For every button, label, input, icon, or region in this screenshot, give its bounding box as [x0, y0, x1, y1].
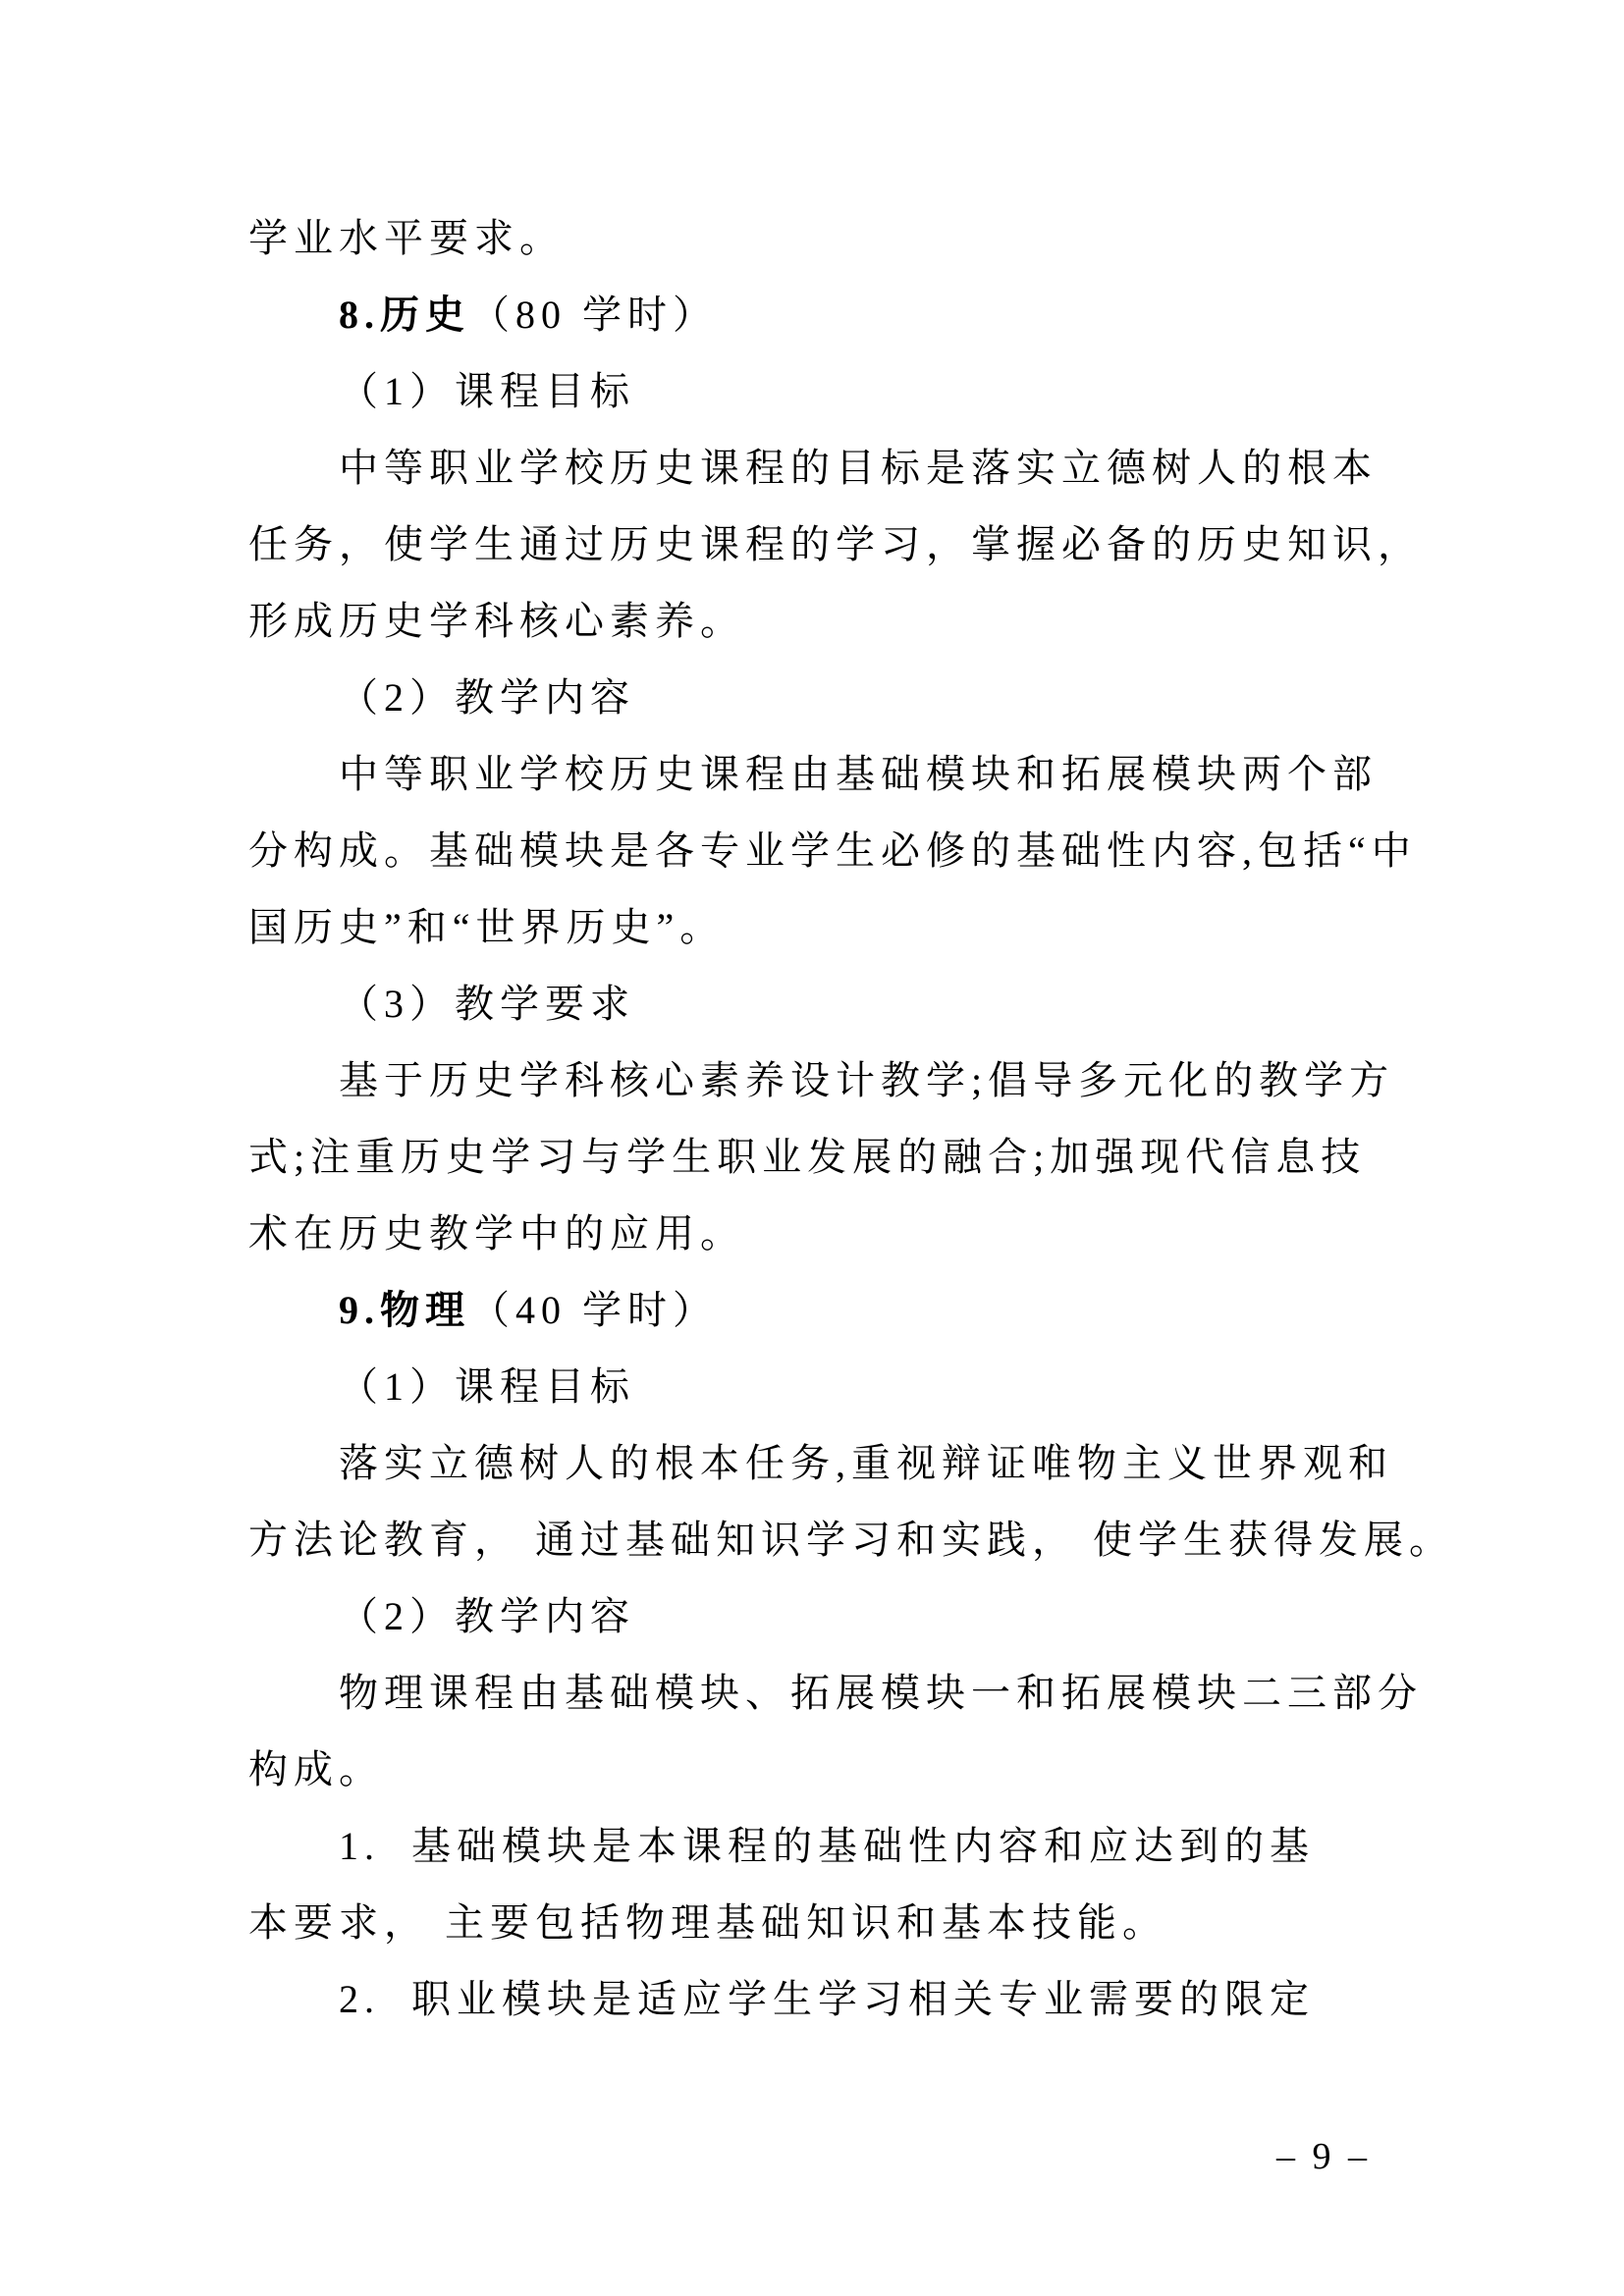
line-text: （40 学时）	[470, 1288, 718, 1332]
line-text: 基于历史学科核心素养设计教学;倡导多元化的教学方	[339, 1058, 1395, 1102]
line-text: 中等职业学校历史课程由基础模块和拓展模块两个部	[339, 752, 1378, 796]
paragraph-line	[248, 430, 1486, 507]
paragraph-line	[248, 1425, 1486, 1502]
line-text: 学业水平要求。	[248, 216, 565, 260]
line-text: （2）教学内容	[339, 1594, 635, 1638]
line-text: 方法论教育， 通过基础知识学习和实践， 使学生获得发展。	[248, 1518, 1454, 1562]
line-text: 形成历史学科核心素养。	[248, 599, 745, 643]
list-item-line	[248, 1961, 1486, 2038]
line-text: （80 学时）	[470, 293, 718, 337]
paragraph-line	[248, 1042, 1486, 1119]
line-text: 1. 基础模块是本课程的基础性内容和应达到的基	[339, 1824, 1315, 1868]
paragraph-line	[248, 1655, 1486, 1732]
line-text: 中等职业学校历史课程的目标是落实立德树人的根本	[339, 446, 1378, 490]
list-item-line	[248, 1808, 1486, 1885]
paragraph-line	[248, 1732, 1486, 1808]
line-text: 落实立德树人的根本任务,重视辩证唯物主义世界观和	[339, 1441, 1393, 1485]
heading-text: 8.历史	[339, 293, 470, 337]
paragraph-line	[248, 736, 1486, 813]
paragraph-line	[248, 200, 1486, 277]
subheading-teaching-requirements	[248, 966, 1486, 1042]
line-text: （2）教学内容	[339, 675, 635, 720]
subheading-course-objectives	[248, 353, 1486, 430]
line-text: 2. 职业模块是适应学生学习相关专业需要的限定	[339, 1977, 1315, 2021]
line-text: （1）课程目标	[339, 369, 635, 413]
line-text: 构成。	[248, 1747, 384, 1791]
line-text: 物理课程由基础模块、拓展模块一和拓展模块二三部分	[339, 1671, 1423, 1715]
line-text: 本要求， 主要包括物理基础知识和基本技能。	[248, 1900, 1167, 1945]
line-text: 式;注重历史学习与学生职业发展的融合;加强现代信息技	[248, 1135, 1367, 1179]
subheading-teaching-content	[248, 660, 1486, 736]
line-text: 分构成。基础模块是各专业学生必修的基础性内容,包括“中	[248, 828, 1417, 873]
line-text: 国历史”和“世界历史”。	[248, 905, 726, 949]
paragraph-line	[248, 1196, 1486, 1272]
subheading-course-objectives	[248, 1349, 1486, 1425]
paragraph-line	[248, 507, 1486, 583]
heading-text: 9.物理	[339, 1288, 470, 1332]
paragraph-line	[248, 583, 1486, 660]
line-text: （3）教学要求	[339, 982, 635, 1026]
page-body-text	[248, 200, 1486, 2038]
heading-physics	[248, 1272, 1486, 1349]
paragraph-line	[248, 1502, 1486, 1578]
paragraph-line	[248, 1119, 1486, 1196]
subheading-teaching-content	[248, 1578, 1486, 1655]
heading-history	[248, 277, 1486, 353]
line-text: （1）课程目标	[339, 1364, 635, 1409]
paragraph-line	[248, 1885, 1486, 1961]
line-text: 任务，使学生通过历史课程的学习，掌握必备的历史知识，	[248, 522, 1423, 566]
line-text: 术在历史教学中的应用。	[248, 1211, 745, 1255]
page-number: – 9 –	[1276, 2136, 1371, 2177]
paragraph-line	[248, 889, 1486, 966]
paragraph-line	[248, 813, 1486, 889]
